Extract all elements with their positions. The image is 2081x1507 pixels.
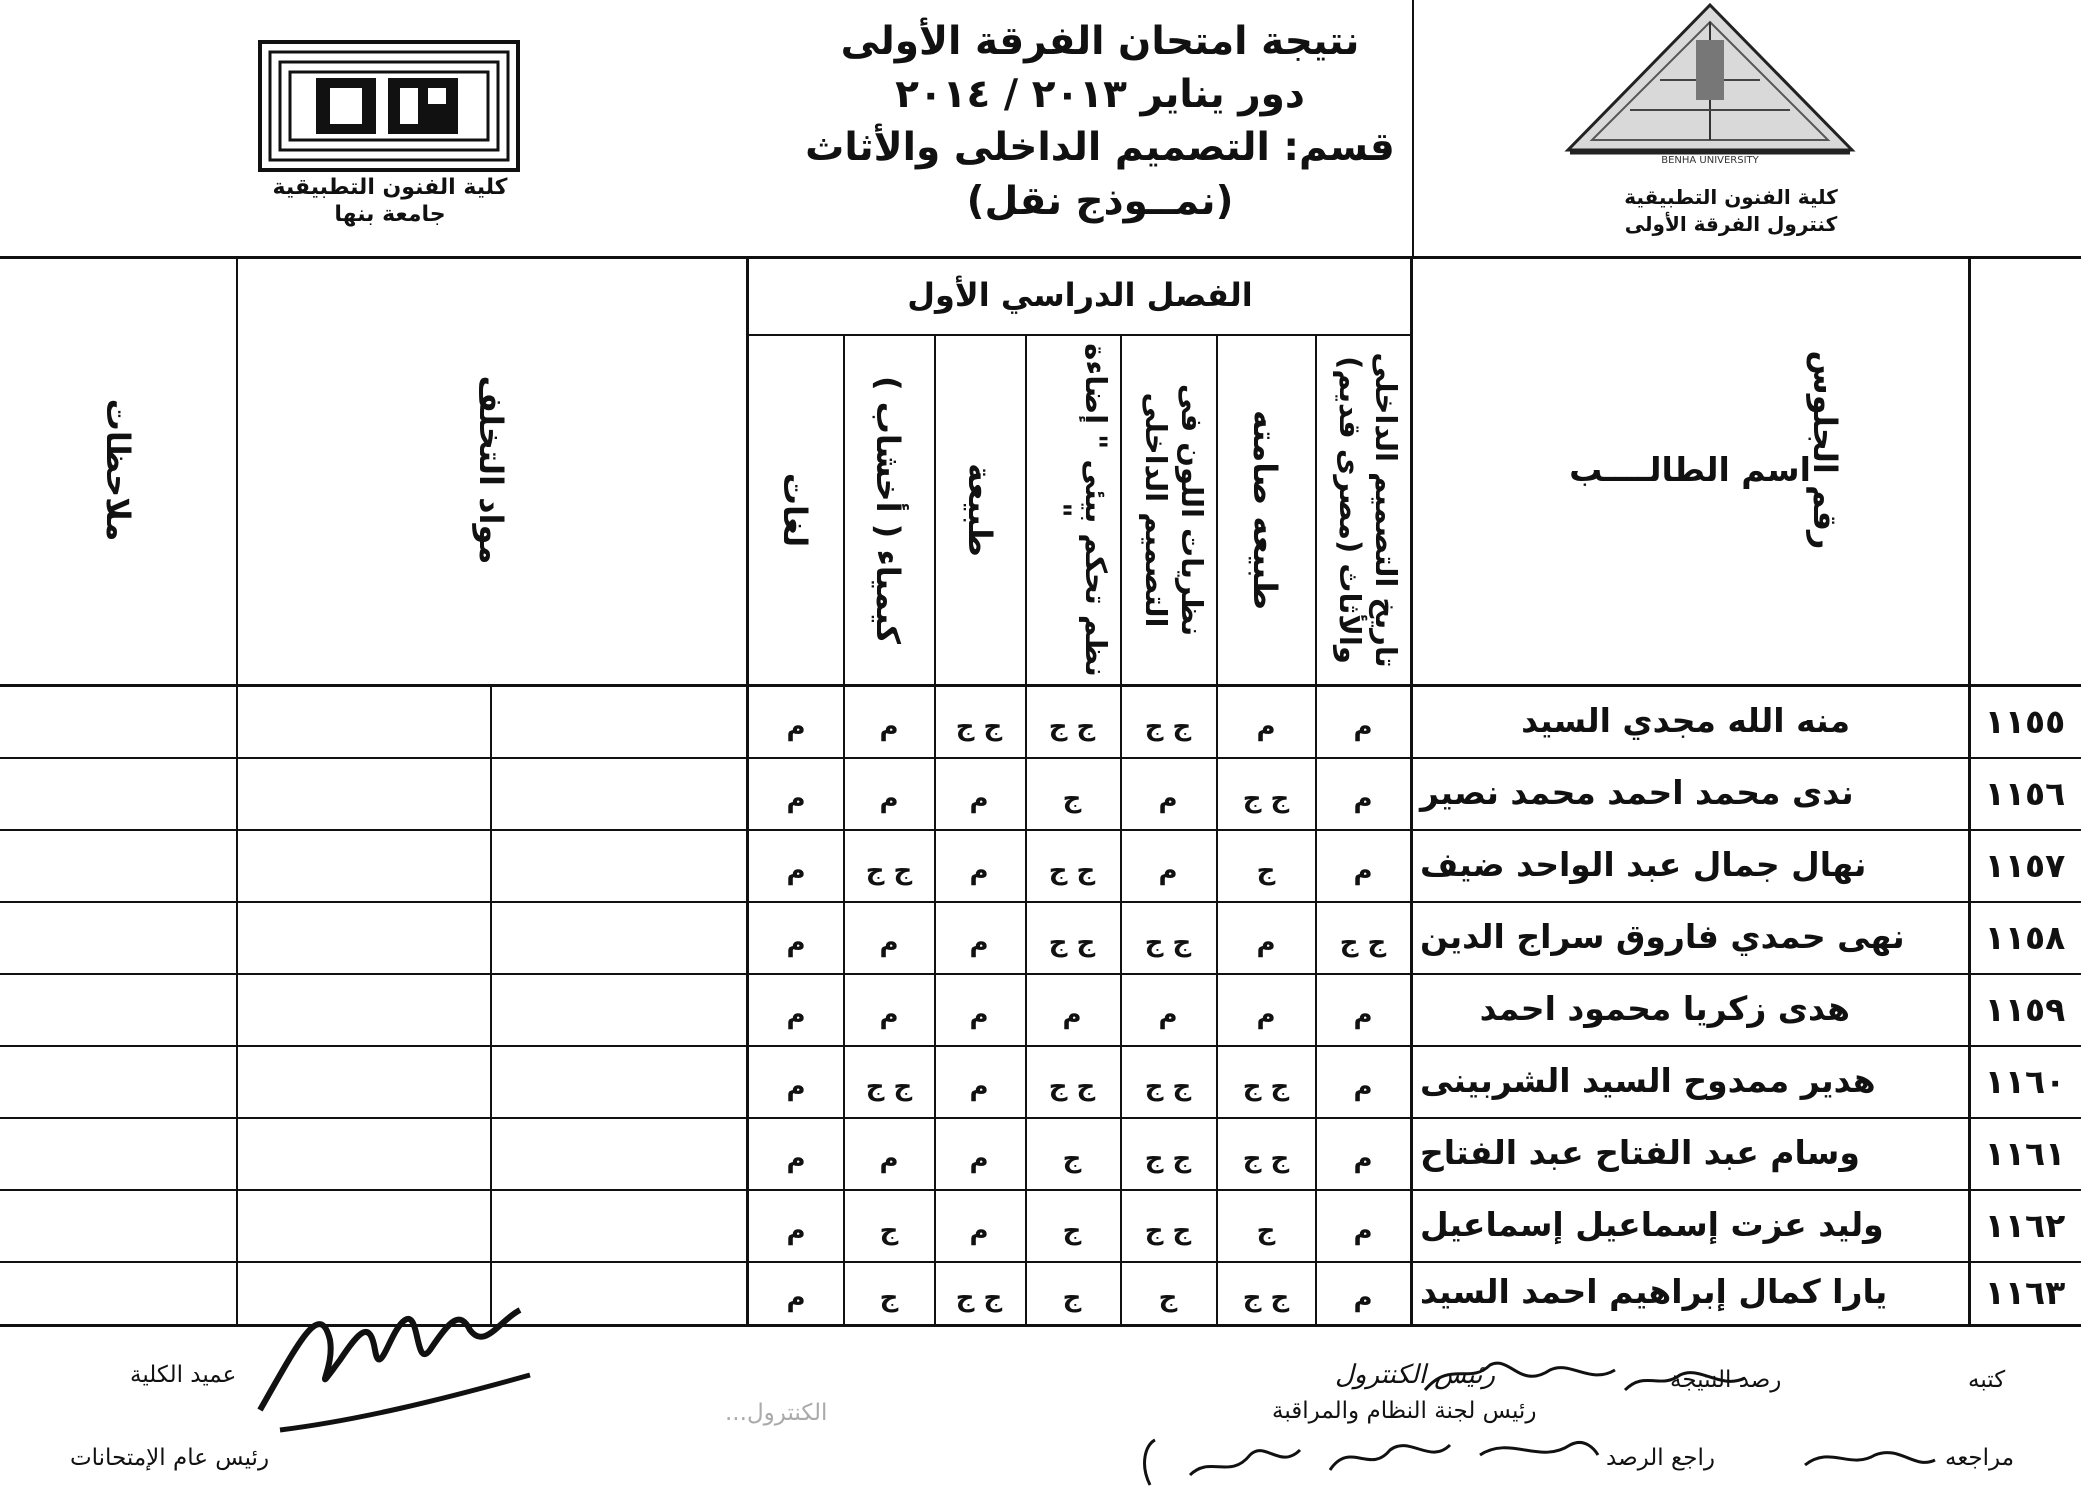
col-divider bbox=[1315, 336, 1317, 1326]
grade-cell: م bbox=[969, 1000, 989, 1030]
review-signature-icon bbox=[1800, 1440, 1940, 1480]
subject-header-color-theory: نظريات اللون فى التصميم الداخلى bbox=[1138, 383, 1209, 637]
student-name: نهى حمدي فاروق سراج الدين bbox=[1420, 917, 1905, 956]
col-divider bbox=[1968, 256, 1971, 1326]
notes-header: ملاحظات bbox=[99, 398, 137, 542]
exams-head-label: رئيس عام الإمتحانات bbox=[70, 1445, 270, 1471]
grade-cell: م bbox=[1158, 784, 1178, 814]
grade-cell: م bbox=[786, 928, 806, 958]
university-name: جامعة بنها bbox=[334, 202, 446, 227]
subject-header-still-life: طبيعه صامته bbox=[1246, 409, 1284, 611]
grade-cell: م bbox=[1256, 928, 1276, 958]
exam-session: دور يناير ٢٠١٣ / ٢٠١٤ bbox=[895, 72, 1305, 117]
grade-cell: م bbox=[786, 1072, 806, 1102]
grade-cell: ج ج bbox=[955, 1283, 1003, 1313]
college-name-left: كلية الفنون التطبيقية bbox=[272, 175, 508, 200]
seat-number: ١١٥٥ bbox=[1984, 702, 2066, 741]
row-divider bbox=[0, 1261, 2081, 1263]
col-divider bbox=[1120, 336, 1122, 1326]
student-name: ندى محمد احمد محمد نصير bbox=[1420, 773, 1854, 812]
result-recorder-label: رصد النتيجة bbox=[1670, 1367, 1782, 1393]
college-logo-icon bbox=[258, 40, 520, 172]
grade-cell: م bbox=[786, 1144, 806, 1174]
grade-cell: ج ج bbox=[1048, 1072, 1096, 1102]
grade-cell: ج ج bbox=[1339, 928, 1387, 958]
seat-number: ١١٦١ bbox=[1984, 1134, 2066, 1173]
seat-number: ١١٥٨ bbox=[1984, 918, 2066, 957]
grade-cell: ج ج bbox=[1144, 928, 1192, 958]
subject-header-nature: طبيعة bbox=[961, 463, 999, 557]
grade-cell: ج ج bbox=[1144, 1216, 1192, 1246]
grade-cell: ج ج bbox=[955, 712, 1003, 742]
form-type: (نمــوذج نقل) bbox=[966, 179, 1234, 224]
row-divider bbox=[0, 1189, 2081, 1191]
grade-cell: ج ج bbox=[1242, 1072, 1290, 1102]
col-divider bbox=[934, 336, 936, 1326]
university-logo-icon bbox=[1560, 0, 1860, 165]
row-divider bbox=[746, 334, 1412, 336]
grade-cell: م bbox=[786, 856, 806, 886]
grade-cell: ج ج bbox=[1048, 712, 1096, 742]
row-divider bbox=[0, 684, 2081, 687]
faded-stamp-text: ...الكنترول bbox=[725, 1400, 828, 1426]
grade-cell: م bbox=[879, 928, 899, 958]
row-divider bbox=[0, 1045, 2081, 1047]
grade-cell: ج ج bbox=[1242, 1144, 1290, 1174]
grade-cell: ج ج bbox=[1048, 856, 1096, 886]
row-divider bbox=[0, 973, 2081, 975]
grade-cell: م bbox=[786, 784, 806, 814]
recording-reviewer-label: راجع الرصد bbox=[1606, 1445, 1715, 1471]
grade-cell: ج bbox=[1256, 856, 1276, 886]
grade-cell: ج ج bbox=[1144, 712, 1192, 742]
reviewer-signatures-icon bbox=[1130, 1425, 1600, 1495]
col-divider bbox=[236, 256, 238, 1326]
failed-subjects-header: مواد التخلف bbox=[472, 375, 510, 565]
grade-cell: ج bbox=[1256, 1216, 1276, 1246]
grade-cell: ج bbox=[879, 1283, 899, 1313]
col-divider bbox=[1216, 336, 1218, 1326]
written-by-label: كتبه bbox=[1968, 1367, 2006, 1393]
subject-header-history: تاريخ التصميم الداخلى والأثاث (مصرى قديم) bbox=[1332, 352, 1403, 668]
header-divider bbox=[1412, 0, 1414, 258]
student-name: نهال جمال عبد الواحد ضيف bbox=[1420, 845, 1867, 884]
student-name: يارا كمال إبراهيم احمد السيد bbox=[1420, 1272, 1888, 1311]
col-divider bbox=[1410, 256, 1413, 1326]
grade-cell: ج ج bbox=[1144, 1144, 1192, 1174]
grade-cell: م bbox=[786, 712, 806, 742]
col-divider bbox=[490, 686, 492, 1326]
control-head-label: رئيس الكنترول bbox=[1335, 1360, 1496, 1390]
student-name: هدير ممدوح السيد الشربينى bbox=[1420, 1061, 1876, 1100]
grade-cell: م bbox=[786, 1283, 806, 1313]
seat-number: ١١٥٩ bbox=[1984, 990, 2066, 1029]
grade-cell: م bbox=[969, 1216, 989, 1246]
student-name: هدى زكريا محمود احمد bbox=[1479, 989, 1850, 1028]
grade-cell: ج bbox=[1062, 1283, 1082, 1313]
seat-number: ١١٦٣ bbox=[1984, 1273, 2066, 1312]
grade-cell: ج bbox=[1158, 1283, 1178, 1313]
row-divider bbox=[0, 829, 2081, 831]
col-divider bbox=[746, 256, 749, 1326]
department: قسم: التصميم الداخلى والأثاث bbox=[805, 125, 1395, 170]
grade-cell: م bbox=[1353, 1283, 1373, 1313]
grade-cell: م bbox=[1062, 1000, 1082, 1030]
col-divider bbox=[843, 336, 845, 1326]
student-name-header: اسم الطالــــب bbox=[1569, 450, 1811, 489]
grade-cell: م bbox=[1353, 712, 1373, 742]
seat-number-header: رقم الجلوس bbox=[1806, 350, 1844, 550]
grade-cell: م bbox=[1256, 1000, 1276, 1030]
grade-cell: م bbox=[969, 1072, 989, 1102]
row-divider bbox=[0, 901, 2081, 903]
row-divider bbox=[0, 1117, 2081, 1119]
seat-number: ١١٦٠ bbox=[1984, 1062, 2066, 1101]
student-name: وليد عزت إسماعيل إسماعيل bbox=[1420, 1205, 1884, 1244]
dean-signature-icon bbox=[240, 1280, 540, 1460]
subject-header-environment-control: نظم تحكم بيئى " إضاءة " bbox=[1042, 343, 1113, 677]
subject-header-languages: لغات bbox=[776, 472, 814, 548]
grade-cell: م bbox=[1158, 856, 1178, 886]
grade-cell: م bbox=[879, 784, 899, 814]
row-divider bbox=[0, 757, 2081, 759]
grade-cell: م bbox=[1353, 1072, 1373, 1102]
svg-text:BENHA UNIVERSITY: BENHA UNIVERSITY bbox=[1661, 155, 1759, 165]
grade-cell: ج ج bbox=[1144, 1072, 1192, 1102]
grade-cell: م bbox=[969, 928, 989, 958]
grade-cell: م bbox=[1158, 1000, 1178, 1030]
seat-number: ١١٥٧ bbox=[1984, 846, 2066, 885]
seat-number: ١١٦٢ bbox=[1984, 1206, 2066, 1245]
grade-cell: م bbox=[1256, 712, 1276, 742]
grade-cell: م bbox=[1353, 1216, 1373, 1246]
seat-number: ١١٥٦ bbox=[1984, 774, 2066, 813]
header-rule bbox=[0, 256, 2081, 259]
grade-cell: ج ج bbox=[865, 1072, 913, 1102]
recorder-signature-icon bbox=[1420, 1350, 1620, 1400]
grade-cell: م bbox=[786, 1216, 806, 1246]
grade-cell: م bbox=[1353, 856, 1373, 886]
grade-cell: ج ج bbox=[1242, 1283, 1290, 1313]
col-divider bbox=[1025, 336, 1027, 1326]
grade-cell: ج bbox=[1062, 1216, 1082, 1246]
result-title: نتيجة امتحان الفرقة الأولى bbox=[840, 19, 1360, 64]
dean-label: عميد الكلية bbox=[130, 1362, 237, 1388]
grade-cell: م bbox=[879, 1000, 899, 1030]
semester-header: الفصل الدراسي الأول bbox=[907, 276, 1253, 314]
grade-cell: م bbox=[1353, 1000, 1373, 1030]
subject-header-chemistry: كيمياء ( أخشاب ) bbox=[869, 376, 907, 644]
grade-cell: م bbox=[879, 1144, 899, 1174]
reviewed-by-label: مراجعه bbox=[1945, 1445, 2015, 1471]
grade-cell: م bbox=[969, 784, 989, 814]
grade-cell: ج bbox=[1062, 784, 1082, 814]
student-name: منه الله مجدي السيد bbox=[1521, 701, 1850, 740]
grade-cell: م bbox=[969, 1144, 989, 1174]
writer-signature-icon bbox=[1620, 1360, 1750, 1400]
student-name: وسام عبد الفتاح عبد الفتاح bbox=[1420, 1133, 1860, 1172]
grade-cell: م bbox=[969, 856, 989, 886]
college-name: كلية الفنون التطبيقية bbox=[1624, 185, 1838, 209]
committee-head-label: رئيس لجنة النظام والمراقبة bbox=[1272, 1398, 1537, 1424]
control-name: كنترول الفرقة الأولى bbox=[1624, 212, 1838, 236]
grade-cell: ج bbox=[879, 1216, 899, 1246]
grade-cell: م bbox=[1353, 784, 1373, 814]
grade-cell: م bbox=[879, 712, 899, 742]
grade-cell: م bbox=[1353, 1144, 1373, 1174]
grade-cell: ج ج bbox=[1242, 784, 1290, 814]
grade-cell: ج bbox=[1062, 1144, 1082, 1174]
grade-cell: م bbox=[786, 1000, 806, 1030]
grade-cell: ج ج bbox=[1048, 928, 1096, 958]
grade-cell: ج ج bbox=[865, 856, 913, 886]
